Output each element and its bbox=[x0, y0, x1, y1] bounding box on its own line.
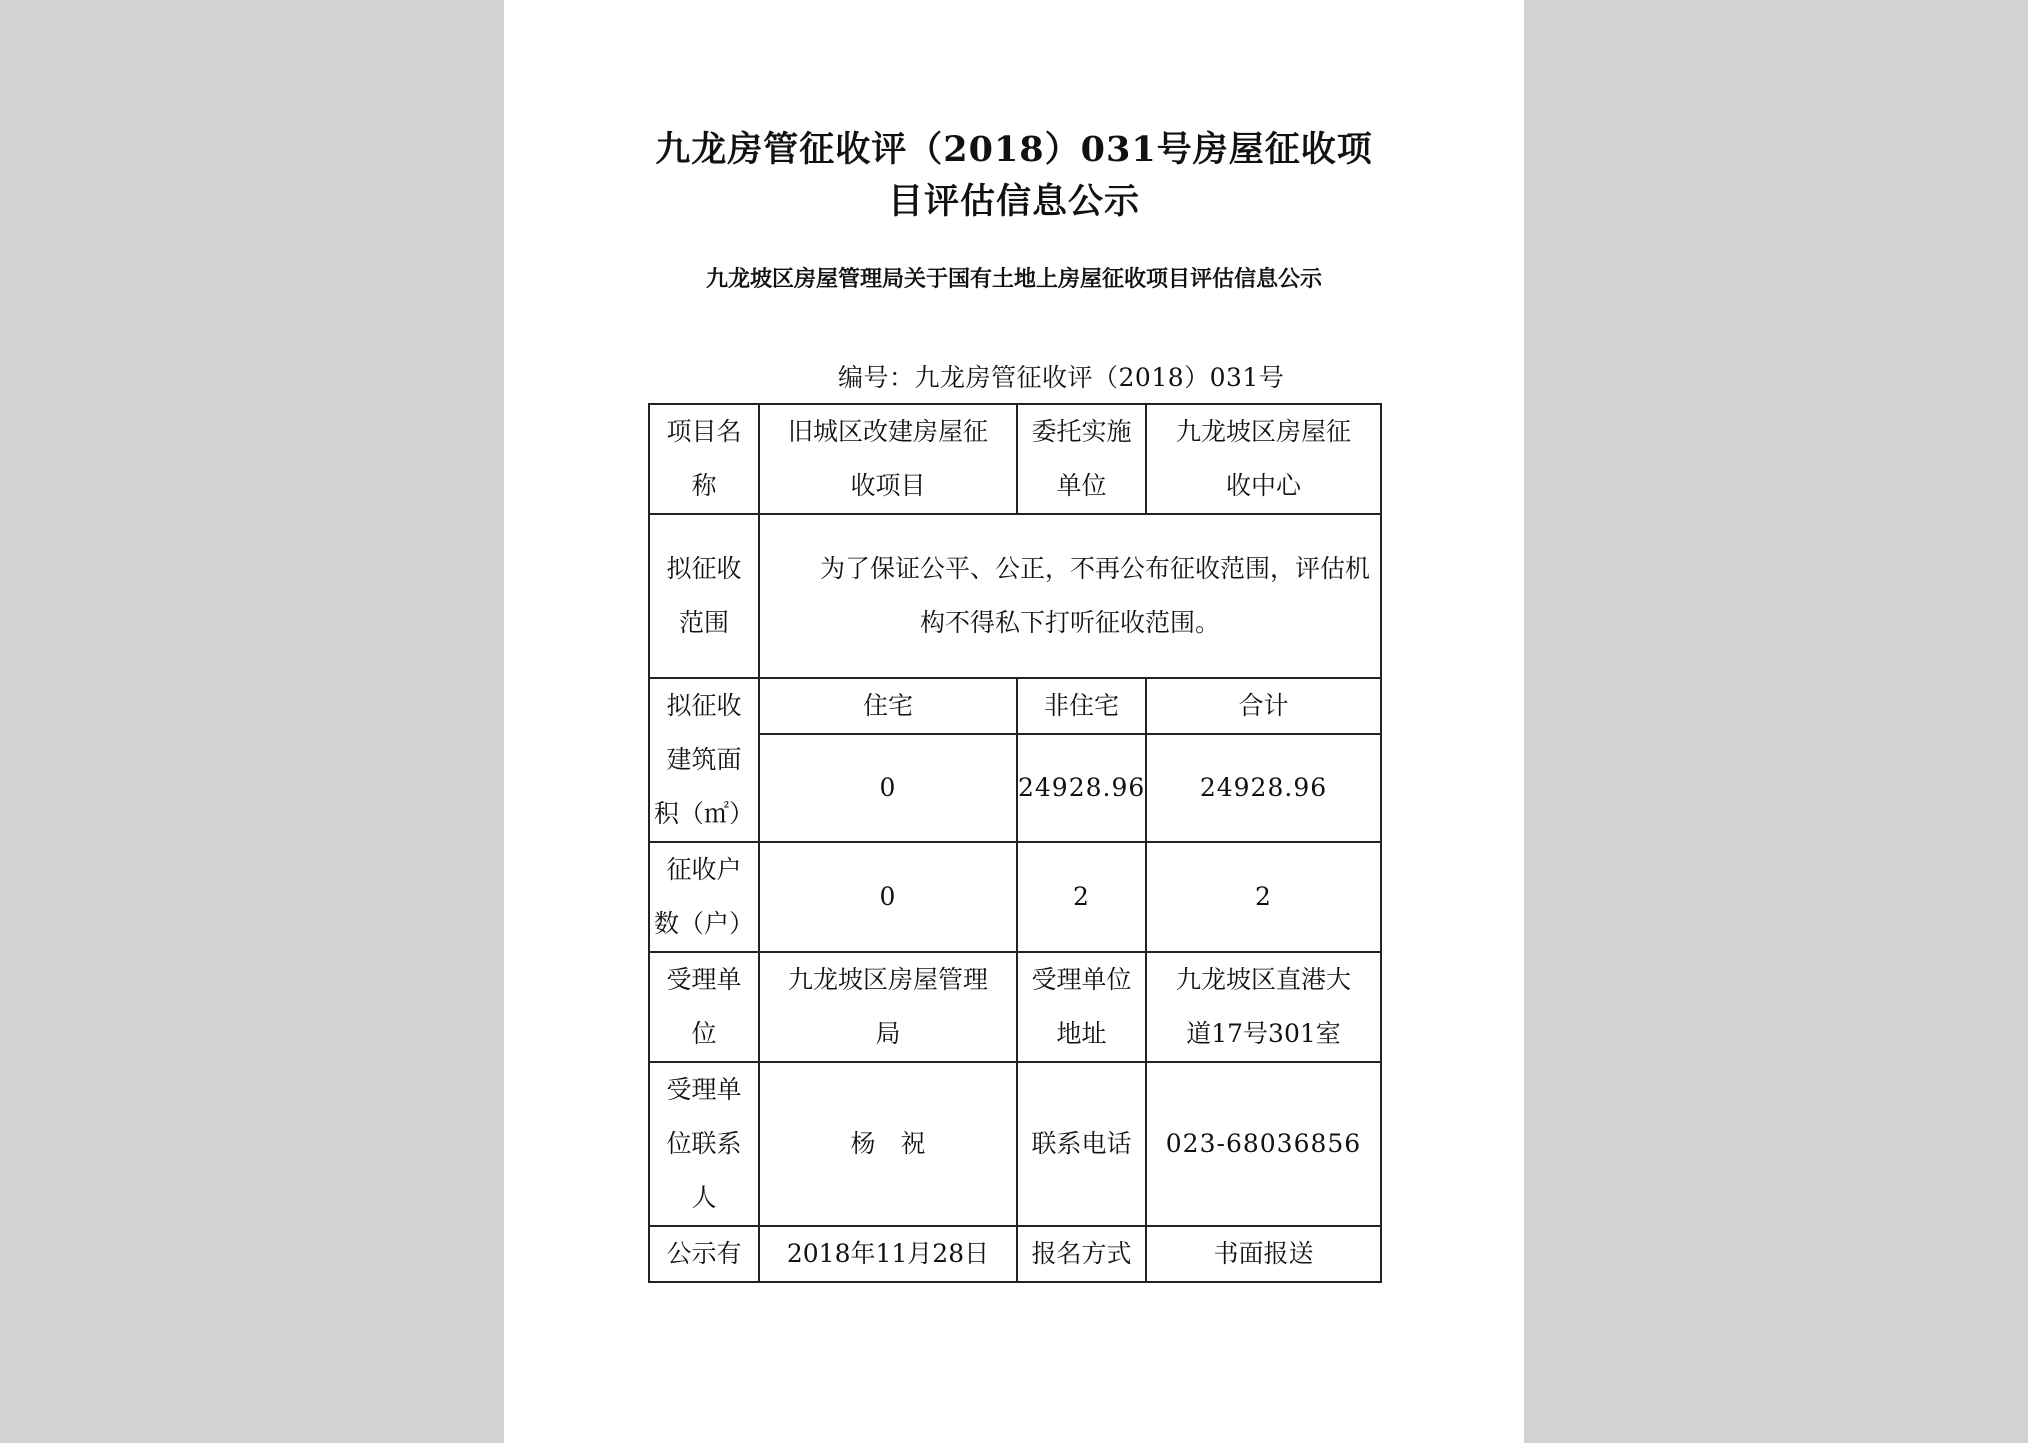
total-header: 合计 bbox=[1146, 678, 1381, 734]
table-row bbox=[649, 514, 1381, 678]
non-residential-header: 非住宅 bbox=[1017, 678, 1146, 734]
table-row bbox=[649, 1062, 1381, 1226]
residential-households: 0 bbox=[759, 842, 1017, 952]
registration-method-label: 报名方式 bbox=[1017, 1226, 1146, 1282]
publicity-label: 公示有 bbox=[649, 1226, 759, 1282]
info-table bbox=[648, 403, 1382, 1283]
accepting-unit-label: 受理单 位 bbox=[649, 952, 759, 1062]
document-page bbox=[504, 0, 1524, 1443]
total-households: 2 bbox=[1146, 842, 1381, 952]
contact-phone-value: 023-68036856 bbox=[1146, 1062, 1381, 1226]
residential-area: 0 bbox=[759, 734, 1017, 842]
project-name-label: 项目名 称 bbox=[649, 404, 759, 514]
scope-text: 为了保证公平、公正，不再公布征收范围，评估机构不得私下打听征收范围。 bbox=[759, 514, 1381, 678]
commissioned-unit-label: 委托实施 单位 bbox=[1017, 404, 1146, 514]
title-line-1: 九龙房管征收评（2018）031号房屋征收项 bbox=[655, 129, 1373, 170]
accepting-address-label: 受理单位 地址 bbox=[1017, 952, 1146, 1062]
subtitle: 九龙坡区房屋管理局关于国有土地上房屋征收项目评估信息公示 bbox=[705, 266, 1322, 292]
table-row bbox=[649, 678, 1381, 734]
accepting-address-value: 九龙坡区直港大 道17号301室 bbox=[1146, 952, 1381, 1062]
contact-phone-label: 联系电话 bbox=[1017, 1062, 1146, 1226]
publicity-date: 2018年11月28日 bbox=[759, 1226, 1017, 1282]
table-row bbox=[649, 404, 1381, 514]
households-label: 征收户 数（户） bbox=[649, 842, 759, 952]
area-label: 拟征收 建筑面 积（㎡） bbox=[649, 678, 759, 842]
table-row bbox=[649, 1226, 1381, 1282]
non-residential-households: 2 bbox=[1017, 842, 1146, 952]
table-row bbox=[649, 952, 1381, 1062]
document-number: 编号：九龙房管征收评（2018）031号 bbox=[838, 363, 1285, 392]
table-row bbox=[649, 734, 1381, 842]
commissioned-unit-value: 九龙坡区房屋征 收中心 bbox=[1146, 404, 1381, 514]
table-row bbox=[649, 842, 1381, 952]
contact-person-value: 杨 祝 bbox=[759, 1062, 1017, 1226]
scope-label: 拟征收 范围 bbox=[649, 514, 759, 678]
contact-person-label: 受理单 位联系 人 bbox=[649, 1062, 759, 1226]
project-name-value: 旧城区改建房屋征 收项目 bbox=[759, 404, 1017, 514]
registration-method-value: 书面报送 bbox=[1146, 1226, 1381, 1282]
residential-header: 住宅 bbox=[759, 678, 1017, 734]
title-line-2: 目评估信息公示 bbox=[887, 181, 1140, 222]
accepting-unit-value: 九龙坡区房屋管理 局 bbox=[759, 952, 1017, 1062]
total-area: 24928.96 bbox=[1146, 734, 1381, 842]
non-residential-area: 24928.96 bbox=[1017, 734, 1146, 842]
